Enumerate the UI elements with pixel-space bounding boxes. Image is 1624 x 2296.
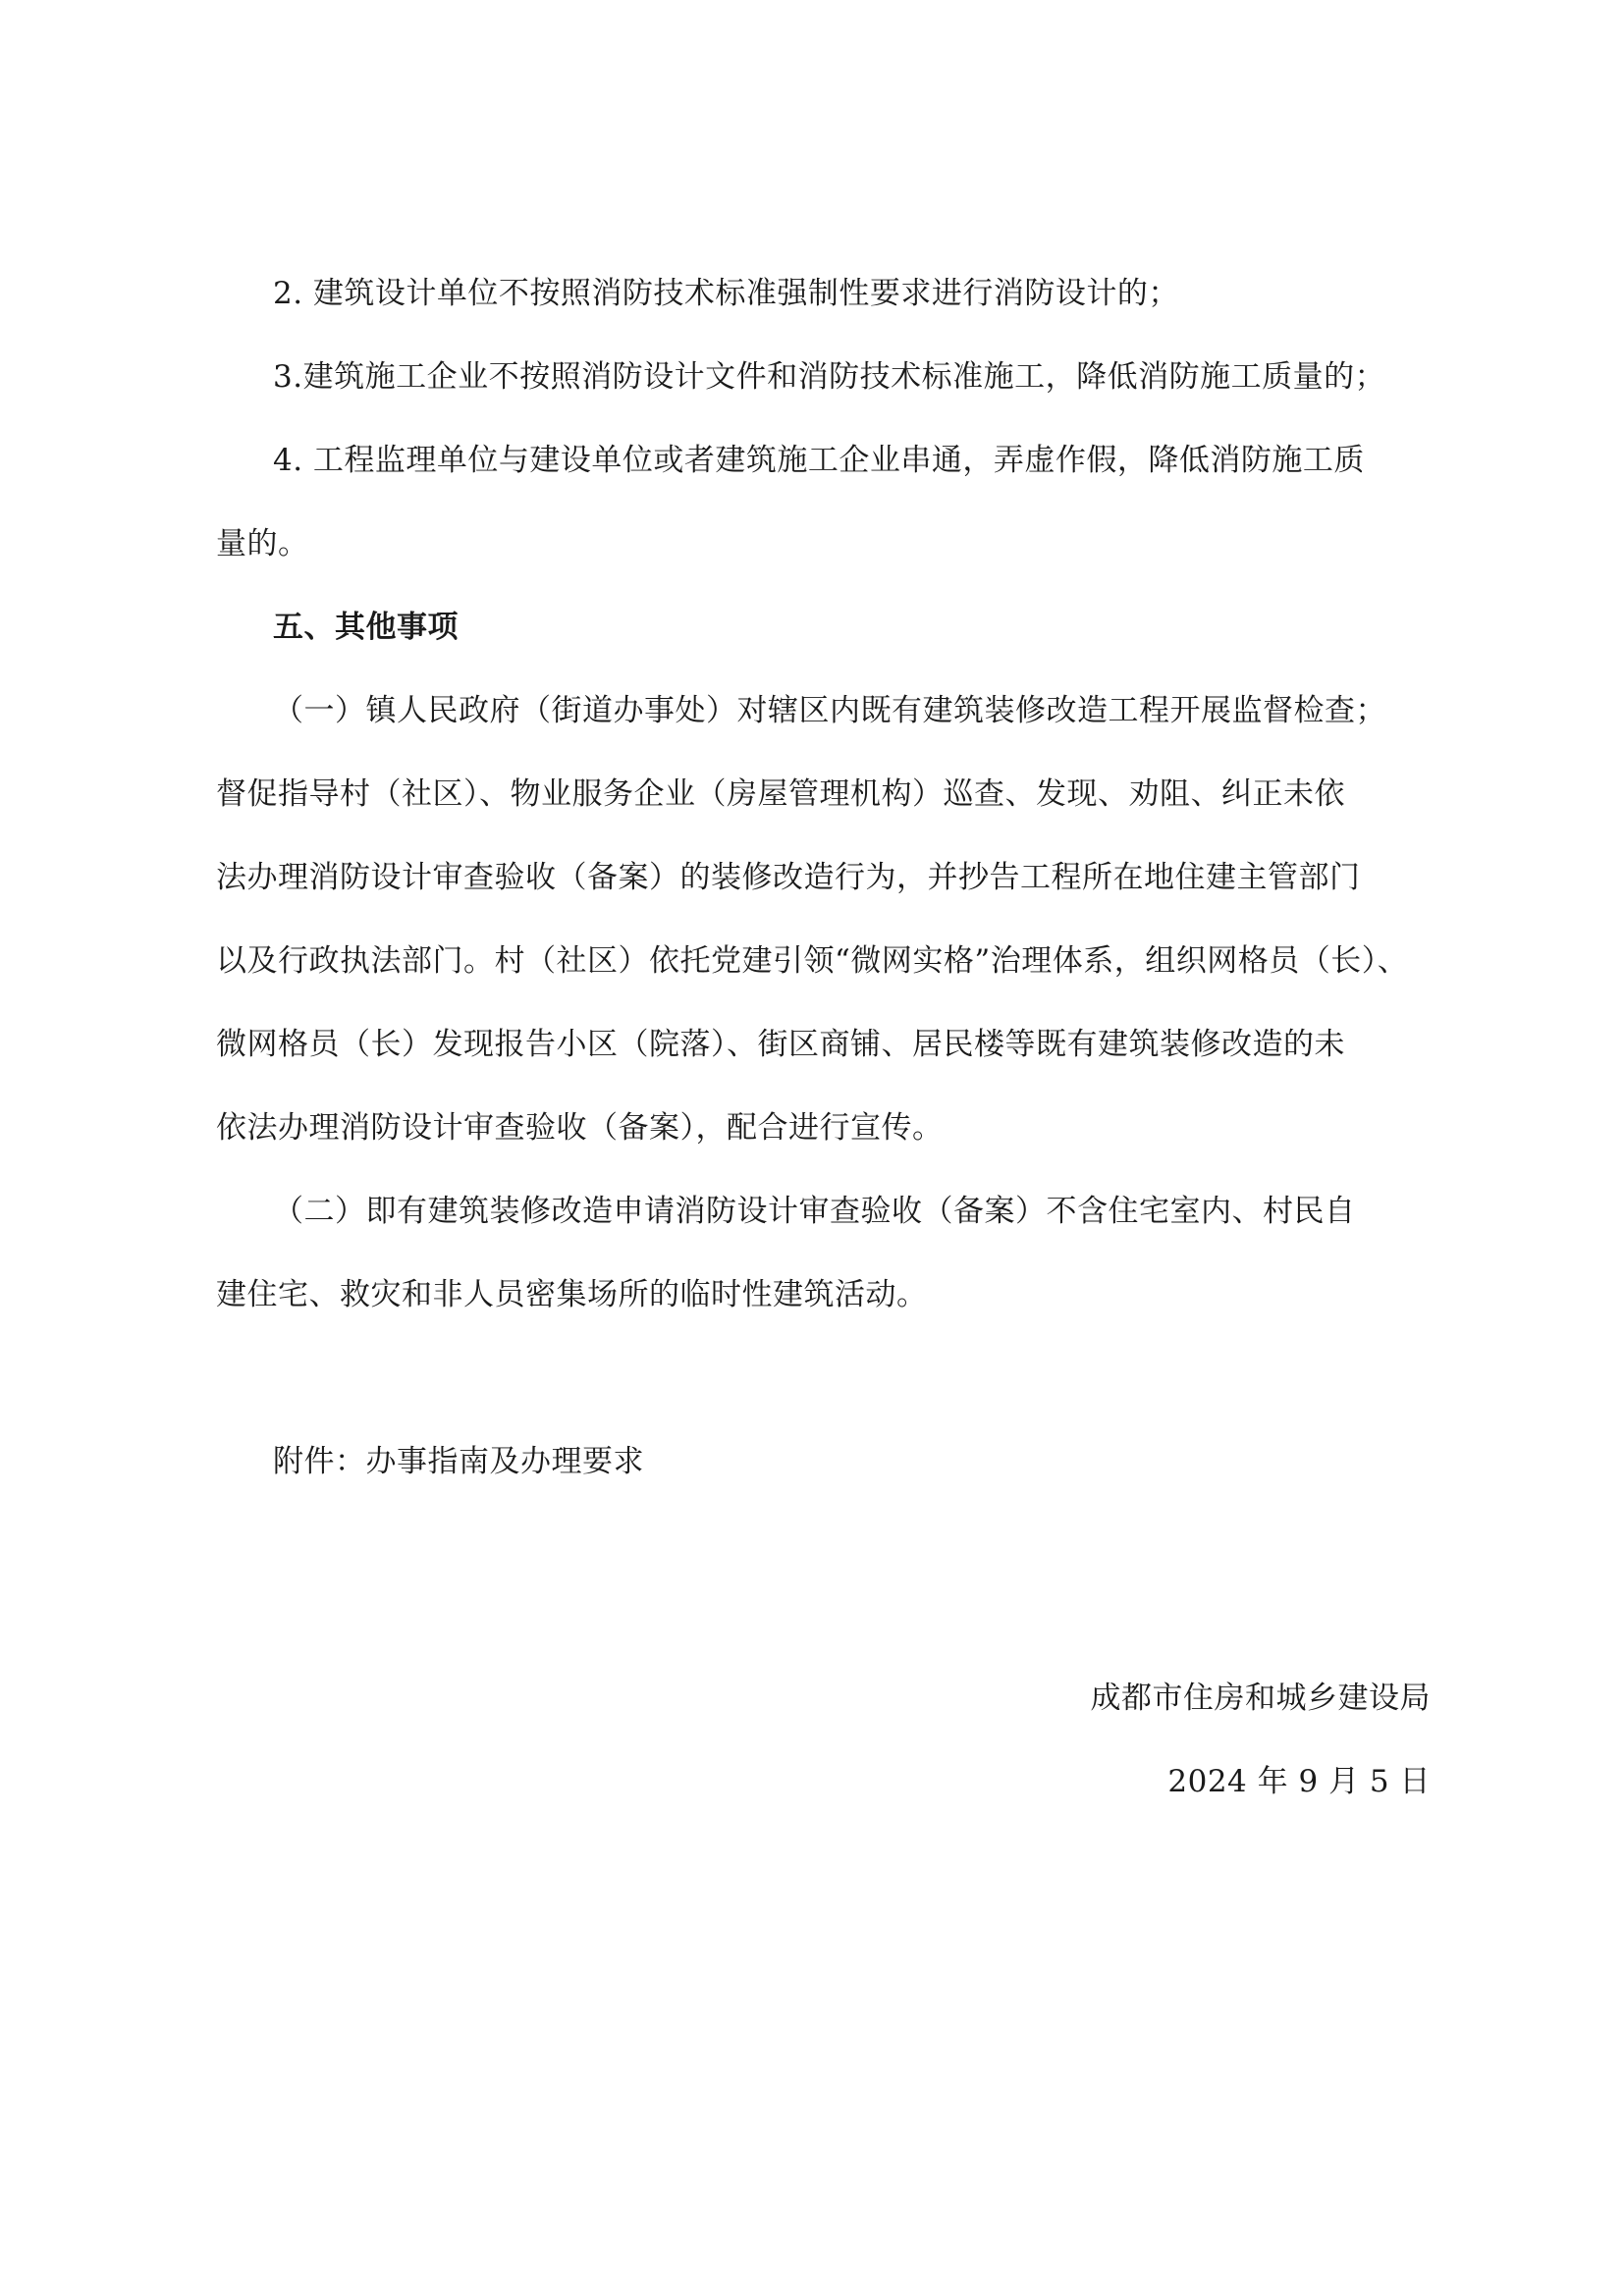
section-heading: 五、其他事项: [273, 610, 459, 645]
attachment-note: 附件：办事指南及办理要求: [273, 1444, 644, 1479]
paragraph-2-line-2: 建住宅、救灾和非人员密集场所的临时性建筑活动。: [216, 1277, 928, 1312]
paragraph-1-line-1: （一）镇人民政府（街道办事处）对辖区内既有建筑装修改造工程开展监督检查；: [273, 693, 1386, 728]
paragraph-2-line-1: （二）即有建筑装修改造申请消防设计审查验收（备案）不含住宅室内、村民自: [273, 1194, 1356, 1229]
paragraph-1-line-4: 以及行政执法部门。村（社区）依托党建引领“微网实格”治理体系，组织网格员（长）、: [216, 943, 1409, 979]
signature-date: 2024 年 9 月 5 日: [1167, 1764, 1431, 1799]
paragraph-1-line-6: 依法办理消防设计审查验收（备案），配合进行宣传。: [216, 1110, 944, 1146]
list-item-4-line-2: 量的。: [216, 526, 309, 561]
paragraph-1-line-3: 法办理消防设计审查验收（备案）的装修改造行为，并抄告工程所在地住建主管部门: [216, 860, 1361, 895]
list-item-3: 3.建筑施工企业不按照消防设计文件和消防技术标准施工，降低消防施工质量的；: [273, 359, 1386, 395]
list-item-2: 2. 建筑设计单位不按照消防技术标准强制性要求进行消防设计的；: [273, 276, 1179, 311]
signature-organization: 成都市住房和城乡建设局: [1090, 1681, 1431, 1716]
list-item-4-line-1: 4. 工程监理单位与建设单位或者建筑施工企业串通，弄虚作假，降低消防施工质: [273, 443, 1365, 478]
paragraph-1-line-5: 微网格员（长）发现报告小区（院落）、街区商铺、居民楼等既有建筑装修改造的未: [216, 1027, 1345, 1062]
paragraph-1-line-2: 督促指导村（社区）、物业服务企业（房屋管理机构）巡查、发现、劝阻、纠正未依: [216, 776, 1345, 812]
